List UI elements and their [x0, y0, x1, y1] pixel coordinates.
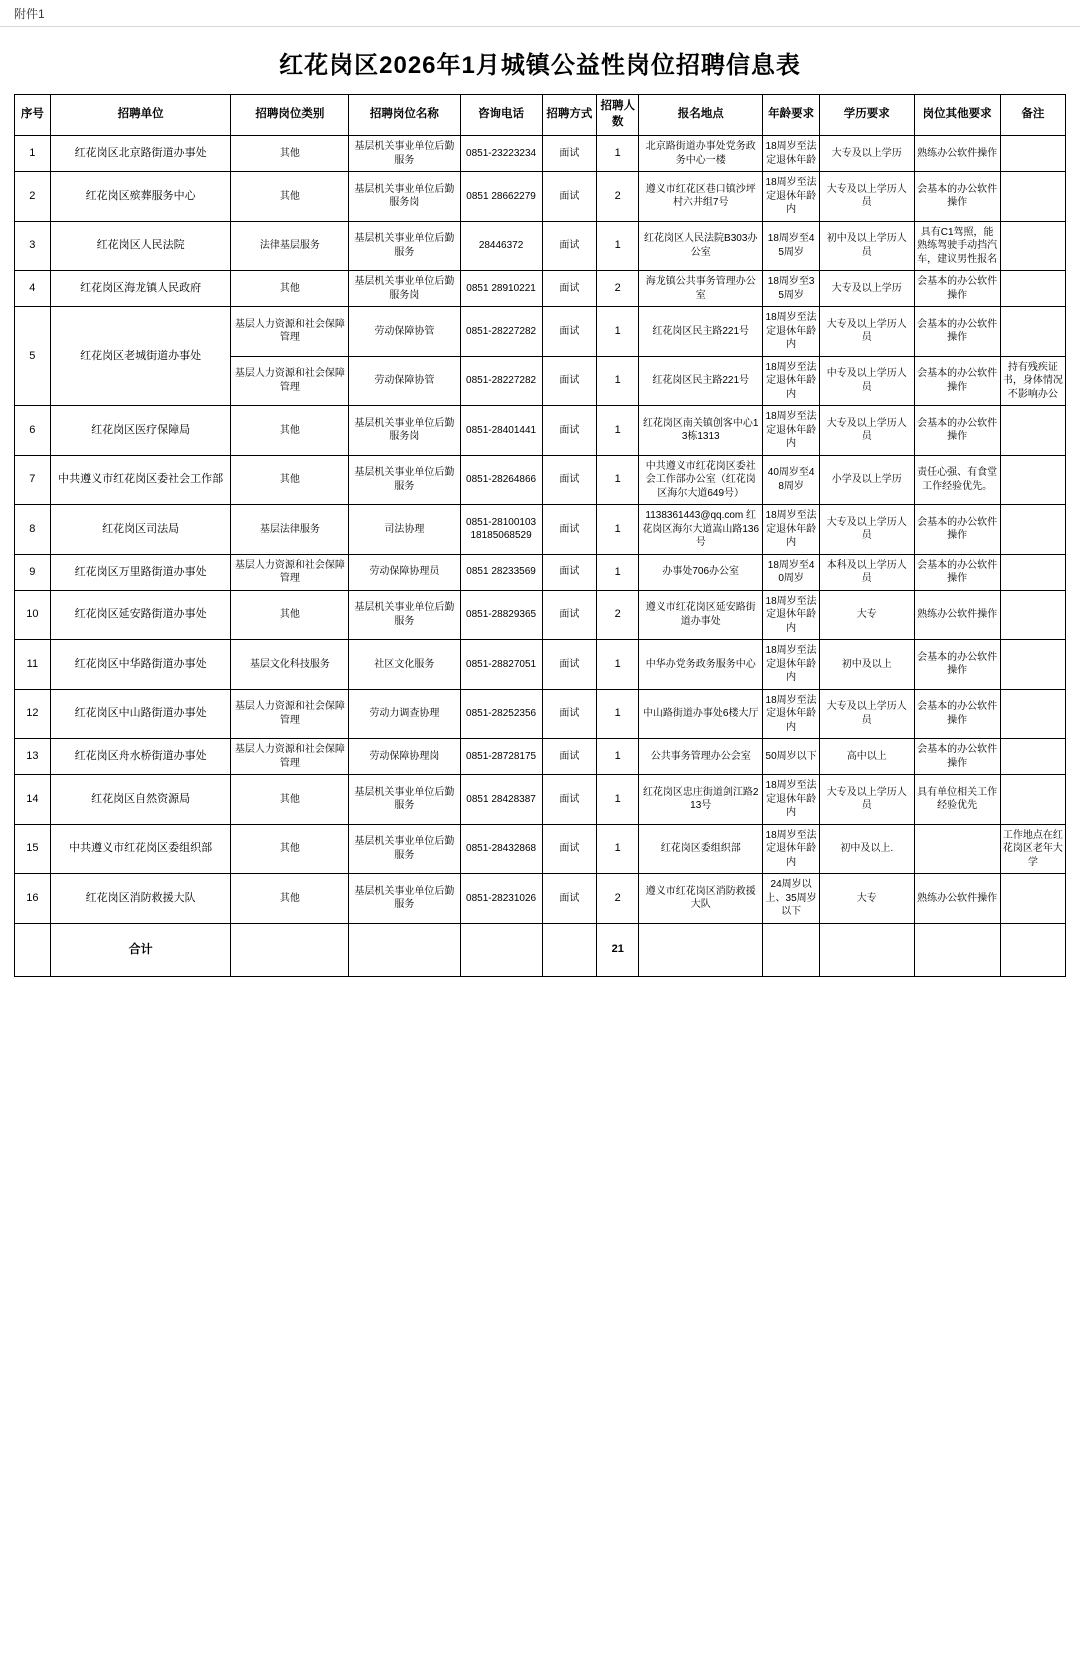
cell-education: 本科及以上学历人员: [819, 554, 914, 590]
cell-other: 熟练办公软件操作: [914, 874, 1000, 924]
cell-phone: 0851 28428387: [460, 775, 542, 825]
table-total-row: [15, 923, 1066, 976]
table-row: [15, 689, 1066, 739]
cell-age: 18周岁至法定退休年龄内: [763, 505, 820, 555]
cell-other: 会基本的办公软件操作: [914, 307, 1000, 357]
cell-index: 10: [15, 590, 51, 640]
table-row: [15, 505, 1066, 555]
cell-position: 基层机关事业单位后勤服务: [349, 590, 460, 640]
cell-category: 其他: [231, 824, 349, 874]
cell-education: 大专及以上学历人员: [819, 505, 914, 555]
cell-unit: 红花岗区医疗保障局: [50, 406, 231, 456]
cell-other: [914, 824, 1000, 874]
cell-category: 法律基层服务: [231, 221, 349, 271]
cell-method: 面试: [542, 554, 597, 590]
cell-method: 面试: [542, 406, 597, 456]
cell-phone: 0851-28264866: [460, 455, 542, 505]
cell-count: 1: [597, 739, 639, 775]
cell-index: 1: [15, 136, 51, 172]
cell-position: 基层机关事业单位后勤服务: [349, 874, 460, 924]
cell-index: 13: [15, 739, 51, 775]
table-row: [15, 307, 1066, 357]
cell-remark: [1000, 307, 1065, 357]
cell-location: 办事处706办公室: [639, 554, 763, 590]
cell-age: 24周岁以上、35周岁以下: [763, 874, 820, 924]
table-row: [15, 136, 1066, 172]
cell-location: 遵义市红花岗区消防救援大队: [639, 874, 763, 924]
table-row: [15, 775, 1066, 825]
cell-location: 遵义市红花区巷口镇沙坪村六井组7号: [639, 172, 763, 222]
cell-location: 中山路街道办事处6楼大厅: [639, 689, 763, 739]
cell-age: 18周岁至35周岁: [763, 271, 820, 307]
cell-age: 18周岁至法定退休年龄内: [763, 775, 820, 825]
cell-age: 18周岁至法定退休年龄内: [763, 689, 820, 739]
cell-age: 18周岁至法定退休年龄内: [763, 356, 820, 406]
cell-age: 18周岁至法定退休年龄内: [763, 590, 820, 640]
cell-phone: 0851 28910221: [460, 271, 542, 307]
cell-remark: [1000, 640, 1065, 690]
cell-index: 11: [15, 640, 51, 690]
cell-category: 基层人力资源和社会保障管理: [231, 307, 349, 357]
cell-unit: 红花岗区消防救援大队: [50, 874, 231, 924]
cell-education: 大专: [819, 590, 914, 640]
column-header-phone: 咨询电话: [460, 95, 542, 136]
cell-age: 50周岁以下: [763, 739, 820, 775]
cell-category: 基层人力资源和社会保障管理: [231, 689, 349, 739]
cell-unit: 红花岗区人民法院: [50, 221, 231, 271]
cell-age: 18周岁至40周岁: [763, 554, 820, 590]
cell-total-blank-age: [763, 923, 820, 976]
cell-position: 基层机关事业单位后勤服务岗: [349, 172, 460, 222]
cell-category: 基层文化科技服务: [231, 640, 349, 690]
cell-education: 中专及以上学历人员: [819, 356, 914, 406]
cell-location: 北京路街道办事处党务政务中心一楼: [639, 136, 763, 172]
cell-age: 18周岁至法定退休年龄内: [763, 824, 820, 874]
cell-position: 劳动保障协理岗: [349, 739, 460, 775]
cell-unit: 红花岗区万里路街道办事处: [50, 554, 231, 590]
cell-phone: 0851-28829365: [460, 590, 542, 640]
cell-other: 会基本的办公软件操作: [914, 356, 1000, 406]
cell-education: 大专及以上学历人员: [819, 775, 914, 825]
cell-position: 基层机关事业单位后勤服务: [349, 221, 460, 271]
cell-total-count: 21: [597, 923, 639, 976]
cell-position: 劳动保障协管: [349, 356, 460, 406]
table-row: [15, 172, 1066, 222]
cell-other: 会基本的办公软件操作: [914, 406, 1000, 456]
cell-position: 基层机关事业单位后勤服务: [349, 824, 460, 874]
cell-method: 面试: [542, 590, 597, 640]
cell-other: 具有单位相关工作经验优先: [914, 775, 1000, 825]
cell-category: 基层人力资源和社会保障管理: [231, 554, 349, 590]
cell-category: 其他: [231, 406, 349, 456]
cell-other: 熟练办公软件操作: [914, 590, 1000, 640]
cell-count: 1: [597, 406, 639, 456]
cell-count: 1: [597, 356, 639, 406]
cell-total-blank-phone: [460, 923, 542, 976]
cell-location: 公共事务管理办公会室: [639, 739, 763, 775]
cell-index: 9: [15, 554, 51, 590]
cell-position: 劳动保障协管: [349, 307, 460, 357]
cell-age: 18周岁至法定退休年龄内: [763, 172, 820, 222]
cell-unit: 红花岗区海龙镇人民政府: [50, 271, 231, 307]
cell-category: 其他: [231, 874, 349, 924]
column-header-unit: 招聘单位: [50, 95, 231, 136]
cell-remark: [1000, 689, 1065, 739]
table-container: [0, 94, 1080, 997]
cell-other: 责任心强、有食堂工作经验优先。: [914, 455, 1000, 505]
cell-total-blank-category: [231, 923, 349, 976]
cell-location: 遵义市红花岗区延安路街道办事处: [639, 590, 763, 640]
cell-category: 其他: [231, 136, 349, 172]
cell-other: 会基本的办公软件操作: [914, 640, 1000, 690]
cell-unit: 红花岗区延安路街道办事处: [50, 590, 231, 640]
cell-remark: [1000, 455, 1065, 505]
cell-method: 面试: [542, 505, 597, 555]
cell-method: 面试: [542, 775, 597, 825]
cell-method: 面试: [542, 640, 597, 690]
cell-remark: [1000, 505, 1065, 555]
cell-phone: 0851-28231026: [460, 874, 542, 924]
cell-phone: 0851-28401441: [460, 406, 542, 456]
cell-unit: 中共遵义市红花岗区委组织部: [50, 824, 231, 874]
column-header-remark: 备注: [1000, 95, 1065, 136]
cell-remark: [1000, 221, 1065, 271]
column-header-location: 报名地点: [639, 95, 763, 136]
table-row: [15, 406, 1066, 456]
recruitment-table: [14, 94, 1066, 977]
cell-count: 2: [597, 874, 639, 924]
table-row: [15, 271, 1066, 307]
cell-count: 1: [597, 640, 639, 690]
cell-location: 红花岗区南关镇创客中心13栋1313: [639, 406, 763, 456]
cell-index: 5: [15, 307, 51, 406]
cell-method: 面试: [542, 356, 597, 406]
table-header-row: [15, 95, 1066, 136]
table-row: [15, 554, 1066, 590]
cell-unit: 红花岗区殡葬服务中心: [50, 172, 231, 222]
cell-remark: [1000, 406, 1065, 456]
cell-index: 4: [15, 271, 51, 307]
cell-count: 2: [597, 271, 639, 307]
cell-education: 大专及以上学历人员: [819, 172, 914, 222]
cell-phone: 0851-28728175: [460, 739, 542, 775]
cell-phone: 0851-28252356: [460, 689, 542, 739]
table-row: [15, 221, 1066, 271]
cell-age: 18周岁至法定退休年龄内: [763, 406, 820, 456]
cell-total-blank-index: [15, 923, 51, 976]
attachment-label: 附件1: [14, 6, 45, 21]
cell-count: 1: [597, 824, 639, 874]
column-header-count: 招聘人数: [597, 95, 639, 136]
cell-age: 18周岁至法定退休年龄内: [763, 307, 820, 357]
cell-method: 面试: [542, 689, 597, 739]
cell-count: 2: [597, 172, 639, 222]
cell-remark: [1000, 136, 1065, 172]
cell-total-blank-location: [639, 923, 763, 976]
cell-education: 初中及以上: [819, 640, 914, 690]
cell-index: 7: [15, 455, 51, 505]
cell-phone: 0851-28432868: [460, 824, 542, 874]
column-header-age: 年龄要求: [763, 95, 820, 136]
cell-count: 1: [597, 307, 639, 357]
cell-phone: 0851 28662279: [460, 172, 542, 222]
cell-remark: [1000, 271, 1065, 307]
cell-location: 红花岗区委组织部: [639, 824, 763, 874]
column-header-index: 序号: [15, 95, 51, 136]
cell-position: 基层机关事业单位后勤服务: [349, 775, 460, 825]
cell-other: 具有C1驾照，能熟练驾驶手动挡汽车，建议男性报名: [914, 221, 1000, 271]
cell-category: 其他: [231, 271, 349, 307]
cell-location: 中共遵义市红花岗区委社会工作部办公室（红花岗区海尔大道649号）: [639, 455, 763, 505]
cell-education: 高中以上: [819, 739, 914, 775]
cell-remark: 持有残疾证书，身体情况不影响办公: [1000, 356, 1065, 406]
cell-other: 会基本的办公软件操作: [914, 554, 1000, 590]
cell-category: 基层人力资源和社会保障管理: [231, 739, 349, 775]
table-row: [15, 590, 1066, 640]
cell-age: 18周岁至45周岁: [763, 221, 820, 271]
cell-education: 小学及以上学历: [819, 455, 914, 505]
cell-location: 红花岗区人民法院B303办公室: [639, 221, 763, 271]
cell-remark: 工作地点在红花岗区老年大学: [1000, 824, 1065, 874]
cell-phone: 0851-28227282: [460, 356, 542, 406]
table-row: [15, 824, 1066, 874]
cell-index: 12: [15, 689, 51, 739]
cell-remark: [1000, 590, 1065, 640]
cell-other: 会基本的办公软件操作: [914, 739, 1000, 775]
cell-education: 大专: [819, 874, 914, 924]
table-row: [15, 739, 1066, 775]
cell-method: 面试: [542, 874, 597, 924]
cell-count: 1: [597, 136, 639, 172]
cell-position: 基层机关事业单位后勤服务: [349, 455, 460, 505]
cell-phone: 0851-23223234: [460, 136, 542, 172]
cell-category: 其他: [231, 172, 349, 222]
cell-unit: 中共遵义市红花岗区委社会工作部: [50, 455, 231, 505]
cell-position: 基层机关事业单位后勤服务: [349, 136, 460, 172]
cell-category: 基层人力资源和社会保障管理: [231, 356, 349, 406]
cell-unit: 红花岗区北京路街道办事处: [50, 136, 231, 172]
cell-total-blank-position: [349, 923, 460, 976]
cell-position: 基层机关事业单位后勤服务岗: [349, 271, 460, 307]
cell-total-blank-other: [914, 923, 1000, 976]
cell-position: 基层机关事业单位后勤服务岗: [349, 406, 460, 456]
cell-position: 劳动力调查协理: [349, 689, 460, 739]
table-header: [15, 95, 1066, 136]
table-row: [15, 455, 1066, 505]
cell-location: 中华办党务政务服务中心: [639, 640, 763, 690]
cell-location: 1138361443@qq.com 红花岗区海尔大道嵩山路136号: [639, 505, 763, 555]
column-header-position: 招聘岗位名称: [349, 95, 460, 136]
attachment-bar: [0, 0, 1080, 27]
cell-education: 大专及以上学历人员: [819, 307, 914, 357]
cell-location: 海龙镇公共事务管理办公室: [639, 271, 763, 307]
cell-unit: 红花岗区司法局: [50, 505, 231, 555]
cell-remark: [1000, 739, 1065, 775]
cell-method: 面试: [542, 739, 597, 775]
cell-total-blank-method: [542, 923, 597, 976]
cell-category: 基层法律服务: [231, 505, 349, 555]
cell-location: 红花岗区忠庄街道剑江路213号: [639, 775, 763, 825]
column-header-category: 招聘岗位类别: [231, 95, 349, 136]
cell-remark: [1000, 554, 1065, 590]
cell-phone: 0851-28100103 18185068529: [460, 505, 542, 555]
cell-method: 面试: [542, 307, 597, 357]
cell-phone: 0851-28827051: [460, 640, 542, 690]
cell-method: 面试: [542, 271, 597, 307]
cell-count: 1: [597, 505, 639, 555]
cell-index: 2: [15, 172, 51, 222]
cell-method: 面试: [542, 221, 597, 271]
cell-age: 18周岁至法定退休年龄: [763, 136, 820, 172]
cell-remark: [1000, 775, 1065, 825]
cell-index: 8: [15, 505, 51, 555]
column-header-method: 招聘方式: [542, 95, 597, 136]
cell-phone: 28446372: [460, 221, 542, 271]
cell-index: 15: [15, 824, 51, 874]
cell-unit: 红花岗区中华路街道办事处: [50, 640, 231, 690]
cell-category: 其他: [231, 775, 349, 825]
table-row: [15, 874, 1066, 924]
cell-count: 1: [597, 775, 639, 825]
cell-unit: 红花岗区中山路街道办事处: [50, 689, 231, 739]
cell-other: 会基本的办公软件操作: [914, 172, 1000, 222]
cell-unit: 红花岗区舟水桥街道办事处: [50, 739, 231, 775]
cell-unit: 红花岗区老城街道办事处: [50, 307, 231, 406]
cell-other: 会基本的办公软件操作: [914, 689, 1000, 739]
cell-count: 1: [597, 689, 639, 739]
cell-phone: 0851-28227282: [460, 307, 542, 357]
cell-index: 6: [15, 406, 51, 456]
cell-remark: [1000, 172, 1065, 222]
cell-age: 40周岁至48周岁: [763, 455, 820, 505]
cell-index: 16: [15, 874, 51, 924]
cell-count: 1: [597, 455, 639, 505]
cell-unit: 红花岗区自然资源局: [50, 775, 231, 825]
cell-method: 面试: [542, 824, 597, 874]
cell-education: 大专及以上学历人员: [819, 689, 914, 739]
cell-age: 18周岁至法定退休年龄内: [763, 640, 820, 690]
cell-education: 大专及以上学历: [819, 136, 914, 172]
cell-education: 大专及以上学历人员: [819, 406, 914, 456]
table-body: [15, 136, 1066, 977]
cell-remark: [1000, 874, 1065, 924]
cell-education: 初中及以上学历人员: [819, 221, 914, 271]
cell-count: 1: [597, 554, 639, 590]
column-header-education: 学历要求: [819, 95, 914, 136]
cell-method: 面试: [542, 455, 597, 505]
cell-method: 面试: [542, 172, 597, 222]
page-title: 红花岗区2026年1月城镇公益性岗位招聘信息表: [279, 52, 801, 79]
cell-position: 劳动保障协理员: [349, 554, 460, 590]
cell-location: 红花岗区民主路221号: [639, 356, 763, 406]
cell-position: 社区文化服务: [349, 640, 460, 690]
cell-total-blank-remark: [1000, 923, 1065, 976]
cell-index: 14: [15, 775, 51, 825]
cell-total-label: 合计: [50, 923, 231, 976]
cell-position: 司法协理: [349, 505, 460, 555]
table-row: [15, 640, 1066, 690]
cell-count: 2: [597, 590, 639, 640]
cell-method: 面试: [542, 136, 597, 172]
cell-phone: 0851 28233569: [460, 554, 542, 590]
cell-location: 红花岗区民主路221号: [639, 307, 763, 357]
cell-other: 会基本的办公软件操作: [914, 271, 1000, 307]
cell-index: 3: [15, 221, 51, 271]
cell-other: 熟练办公软件操作: [914, 136, 1000, 172]
cell-category: 其他: [231, 455, 349, 505]
cell-education: 大专及以上学历: [819, 271, 914, 307]
cell-education: 初中及以上.: [819, 824, 914, 874]
cell-category: 其他: [231, 590, 349, 640]
cell-count: 1: [597, 221, 639, 271]
cell-other: 会基本的办公软件操作: [914, 505, 1000, 555]
cell-total-blank-education: [819, 923, 914, 976]
column-header-other: 岗位其他要求: [914, 95, 1000, 136]
